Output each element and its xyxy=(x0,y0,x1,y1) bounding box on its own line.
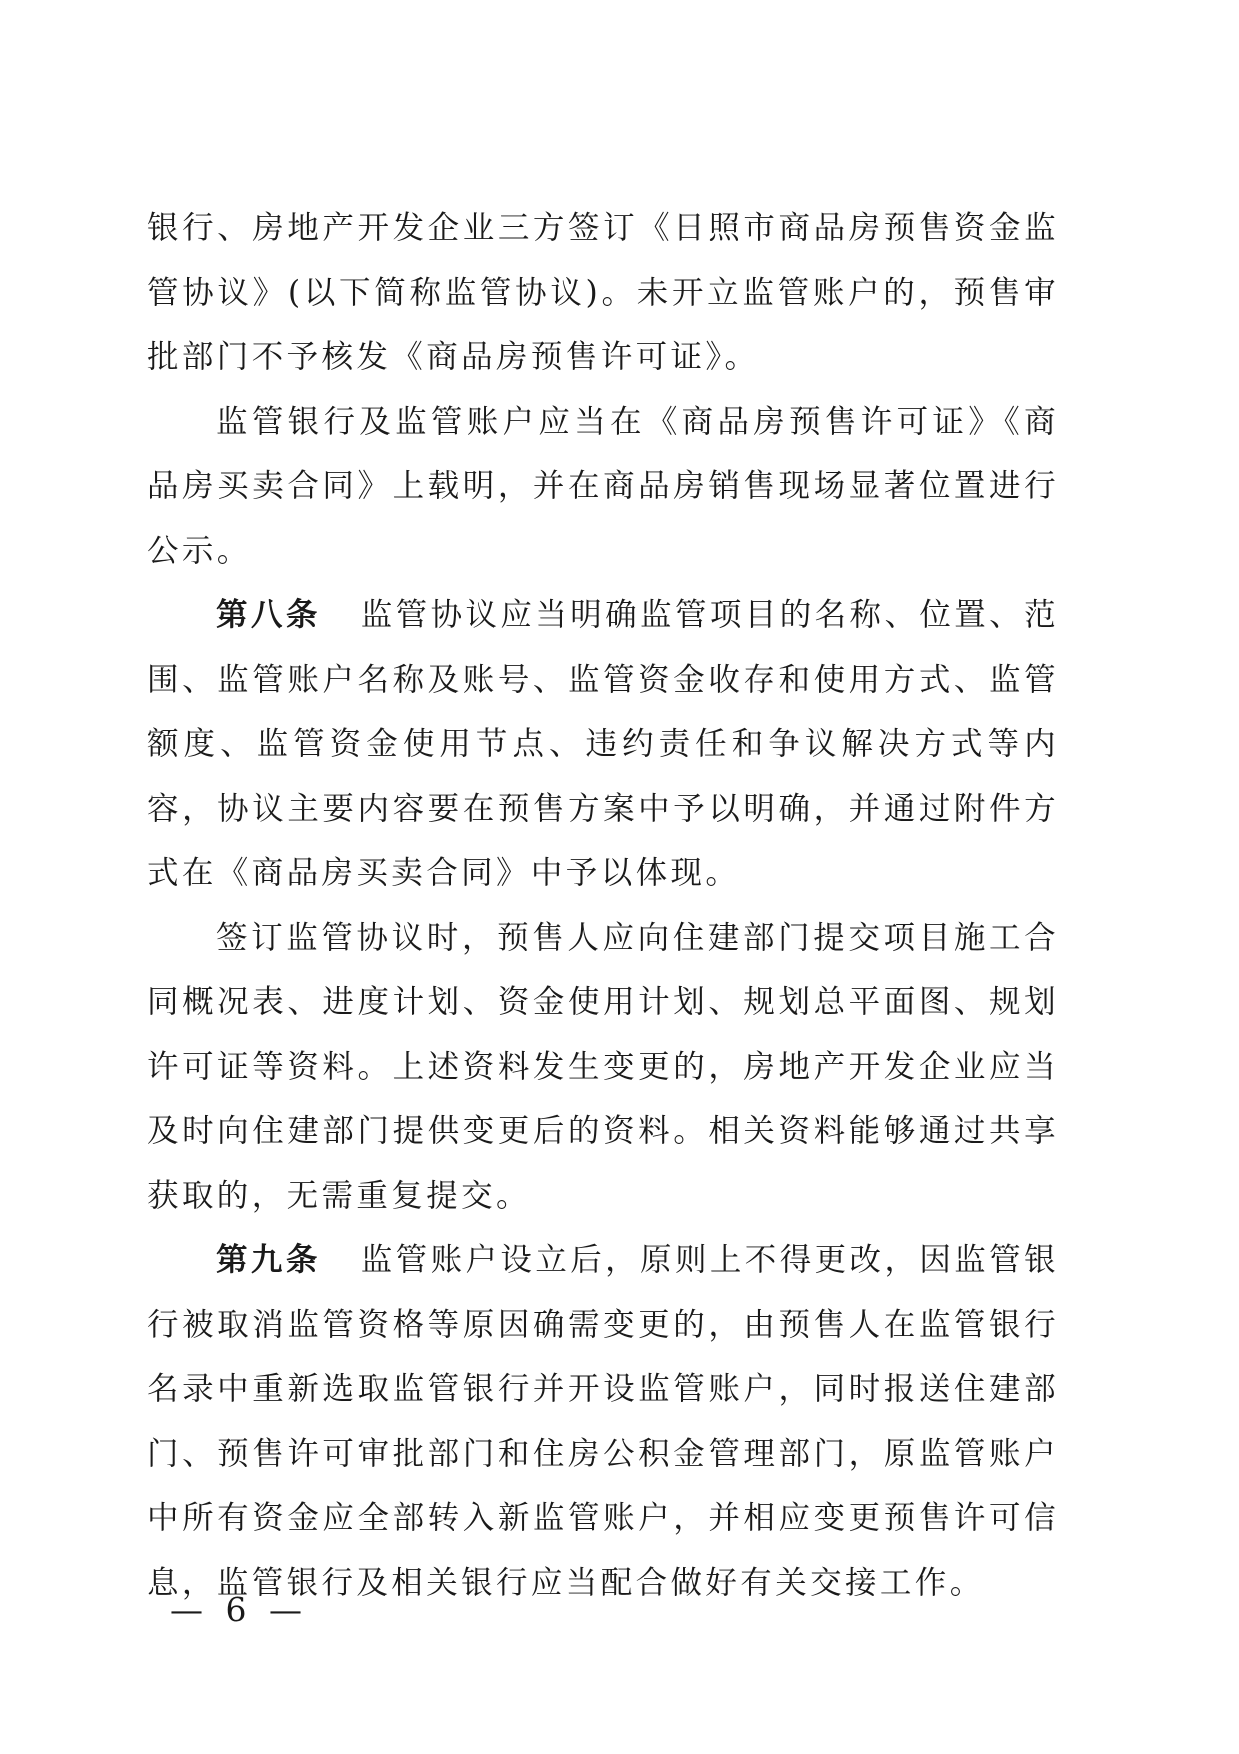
page-number: — 6 — xyxy=(170,1590,308,1629)
paragraph-supervision-bank xyxy=(147,390,1059,584)
paragraph-continuation xyxy=(147,196,1059,390)
paragraph-text: 监管账户设立后，原则上不得更改，因监管银行被取消监管资格等原因确需变更的，由预售人在监管银行名录中重新选取监管银行并开设监管账户，同时报送住建部门、预售许可审批部门和住房公积金管理部门，原监管账户中所有资金应全部转入新监管账户，并相应变更预售许可信息，监管银行及相关银行应当配合做好有关交接工作。 xyxy=(147,1242,1059,1601)
article-heading: 第八条 xyxy=(216,597,321,633)
paragraph-text: 监管协议应当明确监管项目的名称、位置、范围、监管账户名称及账号、监管资金收存和使用方式、监管额度、监管资金使用节点、违约责任和争议解决方式等内容，协议主要内容要在预售方案中予以明确，并通过附件方式在《商品房买卖合同》中予以体现。 xyxy=(147,597,1059,891)
paragraph-text: 监管银行及监管账户应当在《商品房预售许可证》《商品房买卖合同》上载明，并在商品房销售现场显著位置进行公示。 xyxy=(147,403,1059,569)
article-9 xyxy=(147,1228,1059,1615)
paragraph-submission-materials xyxy=(147,906,1059,1229)
article-heading: 第九条 xyxy=(216,1242,321,1278)
article-8 xyxy=(147,583,1059,906)
document-body xyxy=(147,196,1059,1615)
paragraph-text: 银行、房地产开发企业三方签订《日照市商品房预售资金监管协议》(以下简称监管协议)。未开立监管账户的，预售审批部门不予核发《商品房预售许可证》。 xyxy=(147,210,1059,375)
paragraph-text: 签订监管协议时，预售人应向住建部门提交项目施工合同概况表、进度计划、资金使用计划、规划总平面图、规划许可证等资料。上述资料发生变更的，房地产开发企业应当及时向住建部门提供变更后的资料。相关资料能够通过共享获取的，无需重复提交。 xyxy=(147,919,1059,1214)
